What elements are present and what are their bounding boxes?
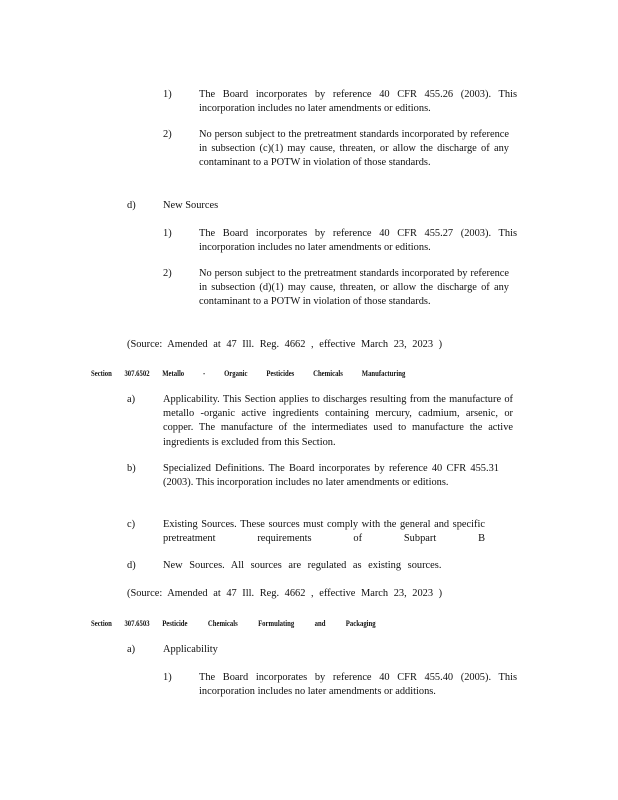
section-heading <box>91 367 416 379</box>
section-6503-a1-number: 1) <box>163 672 172 683</box>
section-6502-c-text: Existing Sources. These sources must comply with the general and specific pretreatment requirements of Subpart B <box>163 519 485 545</box>
section-6502-d-label: d) <box>127 560 136 571</box>
subsection-c2-text: No person subject to the pretreatment standards incorporated by reference in subsection (c)(1) may cause, threaten, or allow the discharge of any contaminant to a POTW in violation of those standards. <box>199 129 509 169</box>
source-note: (Source: Amended at 47 Ill. Reg. 4662 , effective March 23, 2023 ) <box>127 339 443 350</box>
section-6503-a-label: a) <box>127 644 136 655</box>
section-6502-a-text: Applicability. This Section applies to discharges resulting from the manufacture of metallo -organic active ingredients containing mercury, cadmium, arsenic, or copper. The manufacture of the intermediates used to manufacture the active ingredients is excluded from this Section. <box>163 394 513 448</box>
section-6502-b-text: Specialized Definitions. The Board incorporates by reference 40 CFR 455.31 (2003). This incorporation includes no later amendments or editions. <box>163 463 499 489</box>
subsection-d2-text: No person subject to the pretreatment standards incorporated by reference in subsection (d)(1) may cause, threaten, or allow the discharge of any contaminant to a POTW in violation of those standards. <box>199 268 509 308</box>
section-title: Metallo - Organic Pesticides Chemicals Manufacturing <box>162 368 406 378</box>
subsection-d-label: d) <box>127 200 136 211</box>
section-title: Pesticide Chemicals Formulating and Packaging <box>162 618 376 628</box>
subsection-c1-text: The Board incorporates by reference 40 CFR 455.26 (2003). This incorporation includes no later amendments or editions. <box>199 89 517 115</box>
section-word: Section <box>91 618 112 628</box>
section-6502-c-label: c) <box>127 519 136 530</box>
subsection-d1-number: 1) <box>163 228 172 239</box>
section-6502-a-label: a) <box>127 394 136 405</box>
section-number: 307.6503 <box>124 618 150 628</box>
subsection-d-heading: New Sources <box>163 200 219 211</box>
section-6502-d-text: New Sources. All sources are regulated as existing sources. <box>163 560 442 571</box>
subsection-c1-number: 1) <box>163 89 172 100</box>
source-note: (Source: Amended at 47 Ill. Reg. 4662 , effective March 23, 2023 ) <box>127 588 443 599</box>
section-number: 307.6502 <box>124 368 150 378</box>
section-6503-a1-text: The Board incorporates by reference 40 CFR 455.40 (2005). This incorporation includes no later amendments or additions. <box>199 672 517 698</box>
section-word: Section <box>91 368 112 378</box>
section-6502-b-label: b) <box>127 463 136 474</box>
subsection-d1-text: The Board incorporates by reference 40 CFR 455.27 (2003). This incorporation includes no later amendments or editions. <box>199 228 517 254</box>
subsection-d2-number: 2) <box>163 268 172 279</box>
section-6503-a-heading: Applicability <box>163 644 218 655</box>
subsection-c2-number: 2) <box>163 129 172 140</box>
section-heading <box>91 617 387 629</box>
